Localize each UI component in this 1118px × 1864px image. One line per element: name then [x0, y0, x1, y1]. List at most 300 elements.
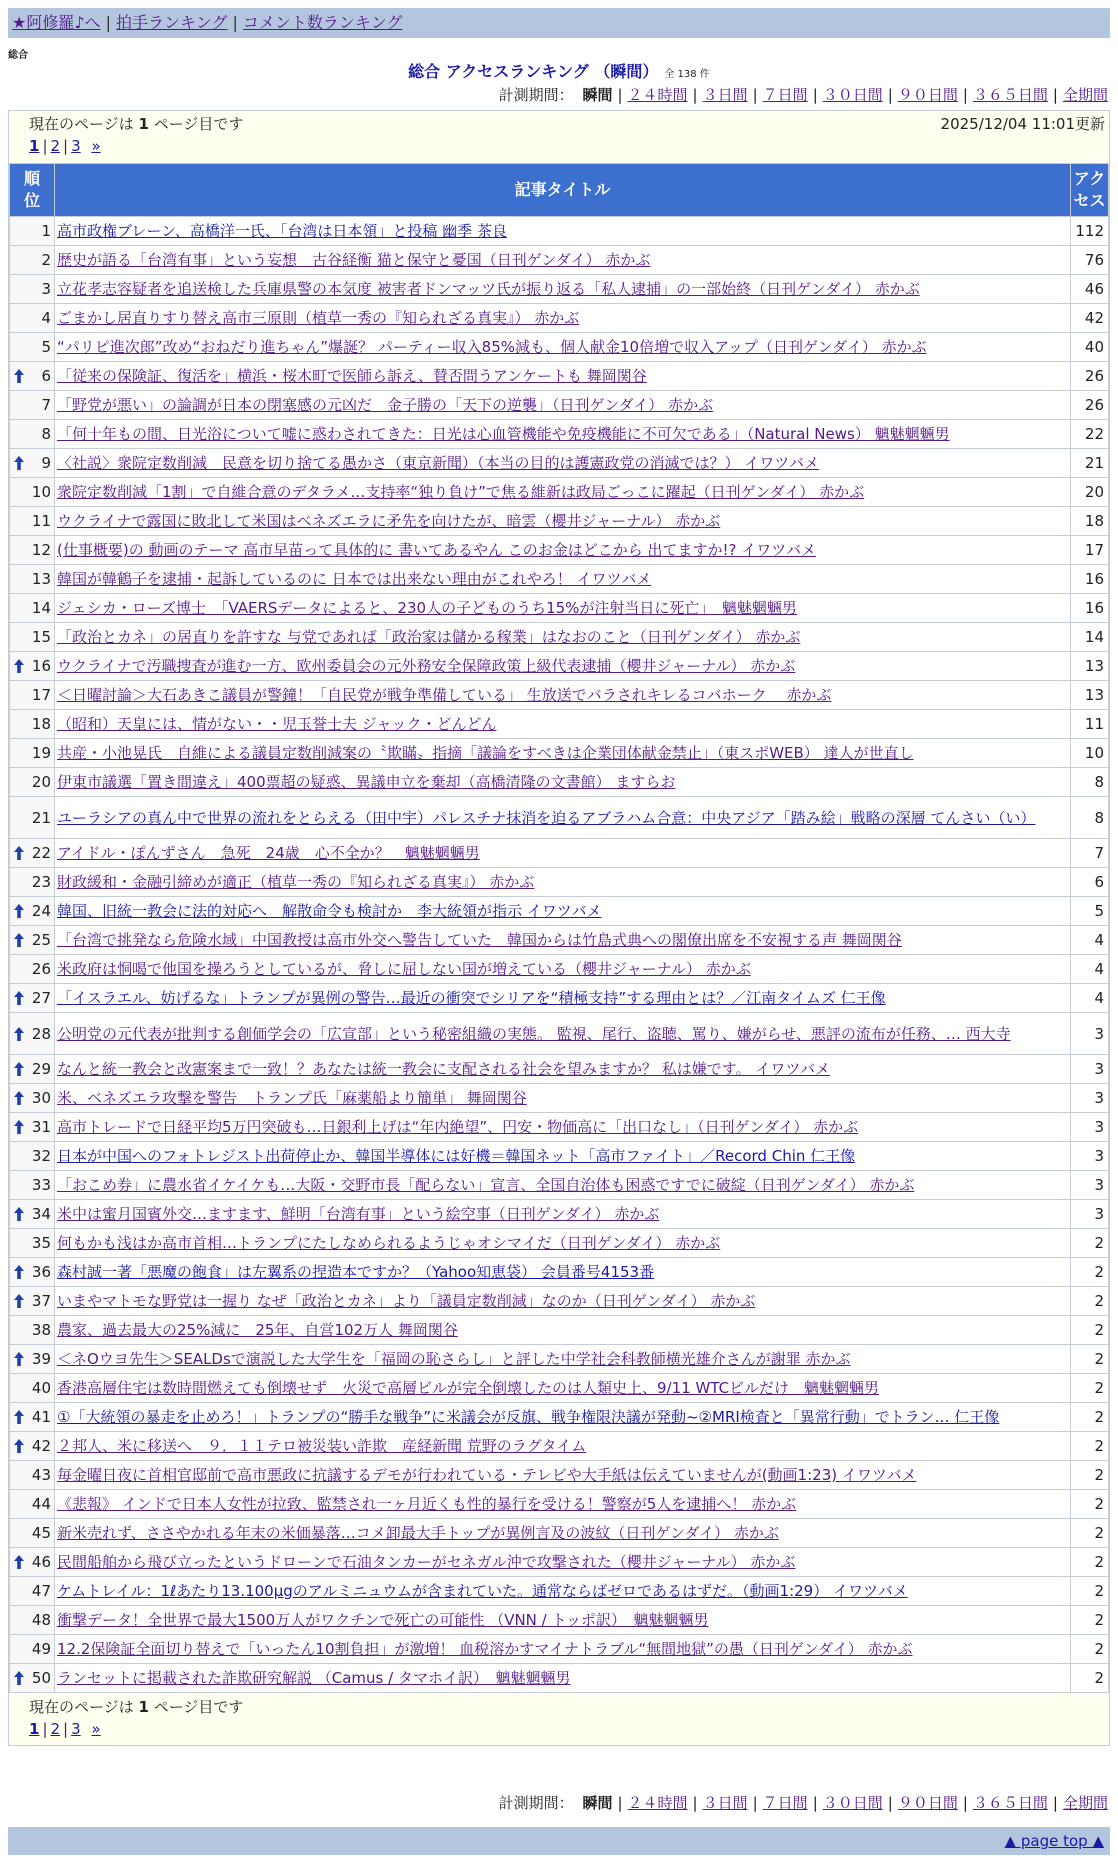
title-cell — [55, 1013, 1071, 1055]
rank-cell — [10, 1519, 55, 1548]
rank-number: 1 — [41, 222, 51, 240]
article-title-link[interactable]: (仕事概要)の 動画のテーマ 高市早苗って具体的に 書いてあるやん このお金はどこから 出てますか!? イワツバメ — [57, 541, 816, 559]
period-label: 計測期間： — [498, 1794, 574, 1812]
title-cell — [55, 420, 1071, 449]
table-row — [10, 275, 1109, 304]
rank-up-arrow-icon — [13, 368, 25, 384]
title-cell — [55, 275, 1071, 304]
access-count: 16 — [1071, 594, 1109, 623]
table-row — [10, 1171, 1109, 1200]
rank-cell — [10, 1432, 55, 1461]
article-title-link[interactable]: ＜ネOウヨ先生＞SEALDsで演説した大学生を「福岡の恥さらし」と評した中学社会科教師横光雄介さんが謝罪 赤かぶ — [57, 1350, 851, 1368]
article-title-link[interactable]: ジェシカ・ローズ博士 「VAERSデータによると、230人の子どものうち15%が注射当日に死亡」 魑魅魍魎男 — [57, 599, 797, 617]
page-1-link[interactable]: 1 — [29, 1720, 40, 1738]
article-title-link[interactable]: 共産・小池晃氏 自維による議員定数削減案の〝欺瞞〟指摘「議論をすべきは企業団体献金禁止」（東スポWEB） 達人が世直し — [57, 744, 914, 762]
access-count: 2 — [1071, 1374, 1109, 1403]
rank-cell — [10, 304, 55, 333]
rank-number: 33 — [31, 1176, 51, 1194]
rank-cell — [10, 926, 55, 955]
article-title-link[interactable]: 民間船舶から飛び立ったというドローンで石油タンカーがセネガル沖で攻撃された（櫻井ジャーナル） 赤かぶ — [57, 1553, 796, 1571]
table-row — [10, 1606, 1109, 1635]
asyura-home-link[interactable]: ★阿修羅♪へ — [12, 13, 101, 32]
rank-cell — [10, 1229, 55, 1258]
article-title-link[interactable]: 衝撃データ！全世界で最大1500万人がワクチンで死亡の可能性 （VNN / トッポ訳） 魑魅魍魎男 — [57, 1611, 709, 1629]
rank-cell — [10, 623, 55, 652]
title-cell — [55, 681, 1071, 710]
table-row — [10, 652, 1109, 681]
access-count: 6 — [1071, 868, 1109, 897]
table-row — [10, 681, 1109, 710]
title-cell — [55, 710, 1071, 739]
title-cell — [55, 362, 1071, 391]
rank-up-arrow-icon — [13, 990, 25, 1006]
access-count: 16 — [1071, 565, 1109, 594]
access-count: 2 — [1071, 1345, 1109, 1374]
article-title-link[interactable]: 新米売れず、ささやかれる年末の米価暴落…コメ卸最大手トップが異例言及の波紋（日刊ゲンダイ） 赤かぶ — [57, 1524, 779, 1542]
period-3d-link[interactable]: ３日間 — [702, 1794, 748, 1812]
rank-up-arrow-icon — [13, 1026, 25, 1042]
clap-ranking-link[interactable]: 拍手ランキング — [115, 13, 228, 32]
title-cell — [55, 1345, 1071, 1374]
rank-number: 15 — [31, 628, 51, 646]
rank-cell — [10, 275, 55, 304]
title-cell — [55, 1374, 1071, 1403]
rank-cell — [10, 652, 55, 681]
article-title-link[interactable]: いまやマトモな野党は一握り なぜ「政治とカネ」より「議員定数削減」なのか（日刊ゲンダイ） 赤かぶ — [57, 1292, 756, 1310]
title-cell — [55, 1403, 1071, 1432]
table-row — [10, 897, 1109, 926]
rank-number: 41 — [31, 1408, 51, 1426]
table-row — [10, 536, 1109, 565]
rank-cell — [10, 768, 55, 797]
rank-up-arrow-icon — [13, 1554, 25, 1570]
title-cell — [55, 1142, 1071, 1171]
period-all-link[interactable]: 全期間 — [1062, 1794, 1108, 1812]
article-title-link[interactable]: 米中は蜜月国賓外交…ますます、鮮明「台湾有事」という絵空事（日刊ゲンダイ） 赤かぶ — [57, 1205, 660, 1223]
table-row — [10, 304, 1109, 333]
article-title-link[interactable]: 高市政権ブレーン、高橋洋一氏、「台湾は日本領」と投稿 幽季 茶良 — [57, 222, 507, 240]
rank-cell — [10, 217, 55, 246]
period-90d-link[interactable]: ９０日間 — [897, 1794, 958, 1812]
article-title-link[interactable]: ＜日曜討論＞大石あきこ議員が警鐘！「自民党が戦争準備している」 生放送でバラされキレるコバホーク 赤かぶ — [57, 686, 832, 704]
title-cell — [55, 1113, 1071, 1142]
article-title-link[interactable]: ウクライナで汚職捜査が進む一方、欧州委員会の元外務安全保障政策上級代表逮捕（櫻井ジャーナル） 赤かぶ — [57, 657, 796, 675]
ranking-table — [9, 163, 1109, 1693]
rank-number: 6 — [41, 367, 51, 385]
table-header-row — [10, 164, 1109, 217]
access-count: 26 — [1071, 391, 1109, 420]
access-count: 17 — [1071, 536, 1109, 565]
page-2-link[interactable]: 2 — [50, 1720, 61, 1738]
title-cell — [55, 1635, 1071, 1664]
rank-cell — [10, 594, 55, 623]
table-row — [10, 710, 1109, 739]
footer-bar — [8, 1827, 1110, 1855]
page-info-text: 現在のページは 1 ページ目です — [29, 115, 244, 133]
title-cell — [55, 652, 1071, 681]
rank-number: 37 — [31, 1292, 51, 1310]
access-count: 2 — [1071, 1635, 1109, 1664]
rank-number: 32 — [31, 1147, 51, 1165]
title-cell — [55, 1577, 1071, 1606]
table-row — [10, 1461, 1109, 1490]
access-count: 11 — [1071, 710, 1109, 739]
period-current: 瞬間 — [582, 86, 613, 104]
rank-number: 44 — [31, 1495, 51, 1513]
rank-cell — [10, 955, 55, 984]
access-count: 2 — [1071, 1229, 1109, 1258]
title-cell — [55, 478, 1071, 507]
ranking-title-block — [8, 61, 1110, 86]
rank-cell — [10, 1171, 55, 1200]
rank-number: 27 — [31, 989, 51, 1007]
table-row — [10, 926, 1109, 955]
access-count: 2 — [1071, 1490, 1109, 1519]
period-7d-link[interactable]: ７日間 — [762, 86, 808, 104]
table-row — [10, 1316, 1109, 1345]
rank-number: 25 — [31, 931, 51, 949]
page-1-link[interactable]: 1 — [29, 137, 40, 155]
page-3-link[interactable]: 3 — [71, 137, 81, 155]
rank-up-arrow-icon — [13, 932, 25, 948]
article-title-link[interactable]: （昭和）天皇には、情がない・・児玉誉士夫 ジャック・どんどん — [57, 715, 497, 733]
title-cell — [55, 507, 1071, 536]
article-title-link[interactable]: “パリピ進次郎”改め“おねだり進ちゃん”爆誕？ パーティー収入85%減も、個人献金10倍増で収入アップ（日刊ゲンダイ） 赤かぶ — [57, 338, 927, 356]
nav-separator: | — [232, 13, 238, 32]
table-row — [10, 217, 1109, 246]
rank-cell — [10, 391, 55, 420]
title-cell — [55, 623, 1071, 652]
rank-cell — [10, 1287, 55, 1316]
period-365d-link[interactable]: ３６５日間 — [972, 1794, 1048, 1812]
page-top-link[interactable]: ▲ page top ▲ — [1004, 1832, 1104, 1850]
rank-number: 34 — [31, 1205, 51, 1223]
article-title-link[interactable]: 米政府は恫喝で他国を操ろうとしているが、脅しに屈しない国が増えている（櫻井ジャーナル） 赤かぶ — [57, 960, 751, 978]
access-count: 40 — [1071, 333, 1109, 362]
rank-number: 4 — [41, 309, 51, 327]
table-row — [10, 1403, 1109, 1432]
table-row — [10, 1287, 1109, 1316]
next-page-link[interactable]: » — [91, 137, 101, 155]
article-title-link[interactable]: 伊東市議選「置き間違え」400票超の疑惑、異議申立を棄却（高橋清隆の文書館） ますらお — [57, 773, 676, 791]
next-page-link[interactable]: » — [91, 1720, 101, 1738]
title-cell — [55, 1519, 1071, 1548]
period-label: 計測期間： — [498, 86, 574, 104]
access-count: 3 — [1071, 1200, 1109, 1229]
article-title-link[interactable]: 何もかも浅はか高市首相…トランプにたしなめられるようじゃオシマイだ（日刊ゲンダイ） 赤かぶ — [57, 1234, 721, 1252]
rank-cell — [10, 478, 55, 507]
article-title-link[interactable]: 衆院定数削減「1割」で自維合意のデタラメ…支持率“独り負け”で焦る維新は政局ごっこに躍起（日刊ゲンダイ） 赤かぶ — [57, 483, 865, 501]
title-cell — [55, 391, 1071, 420]
rank-up-arrow-icon — [13, 1264, 25, 1280]
rank-cell — [10, 681, 55, 710]
access-count: 42 — [1071, 304, 1109, 333]
access-count: 3 — [1071, 1013, 1109, 1055]
article-title-link[interactable]: ごまかし居直りすり替え高市三原則（植草一秀の『知られざる真実』） 赤かぶ — [57, 309, 580, 327]
access-count: 3 — [1071, 1084, 1109, 1113]
table-row — [10, 420, 1109, 449]
table-row — [10, 449, 1109, 478]
article-title-link[interactable]: 森村誠一著「悪魔の飽食」は左翼系の捏造本ですか？（Yahoo知恵袋） 会員番号4153番 — [57, 1263, 655, 1281]
access-count: 2 — [1071, 1664, 1109, 1693]
rank-cell — [10, 1013, 55, 1055]
rank-up-arrow-icon — [13, 1351, 25, 1367]
title-cell — [55, 1490, 1071, 1519]
access-count: 2 — [1071, 1316, 1109, 1345]
title-cell — [55, 926, 1071, 955]
table-row — [10, 1013, 1109, 1055]
table-row — [10, 333, 1109, 362]
rank-number: 20 — [31, 773, 51, 791]
table-row — [10, 391, 1109, 420]
article-title-link[interactable]: 「イスラエル、妨げるな」トランプが異例の警告…最近の衝突でシリアを“積極支持”する理由とは？／江南タイムズ 仁王像 — [57, 989, 886, 1007]
rank-number: 24 — [31, 902, 51, 920]
article-title-link[interactable]: ケムトレイル：1ℓあたり13.100μgのアルミニュウムが含まれていた。通常ならばゼロであるはずだ。（動画1:29） イワツバメ — [57, 1582, 908, 1600]
rank-cell — [10, 1664, 55, 1693]
top-nav-bar — [8, 8, 1110, 38]
article-title-link[interactable]: 立花孝志容疑者を追送検した兵庫県警の本気度 被害者ドンマッツ氏が振り返る「私人逮捕」の一部始終（日刊ゲンダイ） 赤かぶ — [57, 280, 920, 298]
rank-number: 21 — [31, 808, 51, 827]
rank-number: 39 — [31, 1350, 51, 1368]
title-cell — [55, 1229, 1071, 1258]
rank-cell — [10, 1258, 55, 1287]
rank-up-arrow-icon — [13, 845, 25, 861]
rank-cell — [10, 246, 55, 275]
rank-cell — [10, 333, 55, 362]
rank-number: 36 — [31, 1263, 51, 1281]
access-count: 46 — [1071, 275, 1109, 304]
article-title-link[interactable]: 「従来の保険証、復活を」横浜・桜木町で医師ら訴え、賛否問うアンケートも 舞岡関谷 — [57, 367, 647, 385]
title-cell — [55, 536, 1071, 565]
title-cell — [55, 768, 1071, 797]
rank-cell — [10, 362, 55, 391]
page-2-link[interactable]: 2 — [50, 137, 61, 155]
table-row — [10, 565, 1109, 594]
nav-separator: | — [105, 13, 111, 32]
rank-number: 49 — [31, 1640, 51, 1658]
rank-number: 11 — [31, 512, 51, 530]
article-title-link[interactable]: 公明党の元代表が批判する創価学会の「広宣部」という秘密組織の実態。 監視、尾行、盗聴、罵り、嫌がらせ、悪評の流布が任務、… 西大寺 — [57, 1024, 1011, 1043]
table-row — [10, 1200, 1109, 1229]
rank-cell — [10, 1084, 55, 1113]
article-title-link[interactable]: 「何十年もの間、日光浴について嘘に惑わされてきた：日光は心血管機能や免疫機能に不可欠である」（Natural News） 魑魅魍魎男 — [57, 425, 950, 443]
section-tag: 総合 — [8, 50, 28, 61]
title-cell — [55, 1461, 1071, 1490]
title-cell — [55, 1171, 1071, 1200]
rank-number: 17 — [31, 686, 51, 704]
article-title-link[interactable]: 韓国、旧統一教会に法的対応へ 解散命令も検討か 李大統領が指示 イワツバメ — [57, 902, 602, 920]
access-count: 21 — [1071, 449, 1109, 478]
period-24h-link[interactable]: ２４時間 — [627, 1794, 688, 1812]
rank-number: 13 — [31, 570, 51, 588]
table-row — [10, 984, 1109, 1013]
article-title-link[interactable]: 韓国が韓鶴子を逮捕・起訴しているのに 日本では出来ない理由がこれやろ！ イワツバメ — [57, 570, 652, 588]
article-title-link[interactable]: 12.2保険証全面切り替えで「いったん10割負担」が激増！ 血税溶かすマイナトラブル“無間地獄”の愚（日刊ゲンダイ） 赤かぶ — [57, 1640, 913, 1658]
access-count: 2 — [1071, 1403, 1109, 1432]
page-info-top — [9, 111, 1109, 163]
rank-number: 47 — [31, 1582, 51, 1600]
rank-up-arrow-icon — [13, 903, 25, 919]
title-cell — [55, 797, 1071, 839]
article-title-link[interactable]: ユーラシアの真ん中で世界の流れをとらえる（田中宇）パレスチナ抹消を迫るアブラハム合意：中央アジア「踏み絵」戦略の深層 てんさい（い） — [57, 808, 1036, 827]
rank-cell — [10, 868, 55, 897]
access-count: 4 — [1071, 984, 1109, 1013]
table-row — [10, 1345, 1109, 1374]
rank-cell — [10, 797, 55, 839]
rank-number: 42 — [31, 1437, 51, 1455]
rank-cell — [10, 1461, 55, 1490]
article-title-link[interactable]: 農家、過去最大の25%減に 25年、自営102万人 舞岡関谷 — [57, 1321, 458, 1339]
period-30d-link[interactable]: ３０日間 — [822, 1794, 883, 1812]
rank-number: 12 — [31, 541, 51, 559]
rank-number: 50 — [31, 1669, 51, 1687]
rank-number: 48 — [31, 1611, 51, 1629]
article-title-link[interactable]: 「おこめ券」に農水省イケイケも…大阪・交野市長「配らない」宣言、全国自治体も困惑ですでに破綻（日刊ゲンダイ） 赤かぶ — [57, 1176, 915, 1194]
period-365d-link[interactable]: ３６５日間 — [972, 86, 1048, 104]
rank-cell — [10, 1345, 55, 1374]
ranking-title: 総合 アクセスランキング （瞬間） — [408, 62, 659, 81]
rank-number: 16 — [31, 657, 51, 675]
access-count: 8 — [1071, 797, 1109, 839]
page-info-bottom — [9, 1693, 1109, 1745]
access-count: 8 — [1071, 768, 1109, 797]
rank-up-arrow-icon — [13, 1061, 25, 1077]
access-count: 13 — [1071, 652, 1109, 681]
period-all-link[interactable]: 全期間 — [1062, 86, 1108, 104]
table-row — [10, 768, 1109, 797]
title-cell — [55, 1258, 1071, 1287]
table-row — [10, 478, 1109, 507]
access-count: 3 — [1071, 1171, 1109, 1200]
rank-number: 10 — [31, 483, 51, 501]
table-row — [10, 1577, 1109, 1606]
period-30d-link[interactable]: ３０日間 — [822, 86, 883, 104]
rank-number: 8 — [41, 425, 51, 443]
access-count: 20 — [1071, 478, 1109, 507]
rank-number: 19 — [31, 744, 51, 762]
period-3d-link[interactable]: ３日間 — [702, 86, 748, 104]
period-24h-link[interactable]: ２４時間 — [627, 86, 688, 104]
access-count: 14 — [1071, 623, 1109, 652]
rank-number: 29 — [31, 1060, 51, 1078]
article-title-link[interactable]: ①「大統領の暴走を止めろ！」トランプの“勝手な戦争”に米議会が反旗、戦争権限決議が発動~②MRI検査と「異常行動」でトラン… 仁王像 — [57, 1408, 1000, 1426]
rank-number: 46 — [31, 1553, 51, 1571]
rank-number: 9 — [41, 454, 51, 472]
comment-ranking-link[interactable]: コメント数ランキング — [242, 13, 403, 32]
article-title-link[interactable]: 《悲報》 インドで日本人女性が拉致、監禁され一ヶ月近くも性的暴行を受ける！警察が5人を逮捕へ！ 赤かぶ — [57, 1495, 797, 1513]
title-cell — [55, 739, 1071, 768]
article-title-link[interactable]: 財政緩和・金融引締めが適正（植草一秀の『知られざる真実』） 赤かぶ — [57, 873, 535, 891]
table-row — [10, 507, 1109, 536]
title-cell — [55, 304, 1071, 333]
rank-up-arrow-icon — [13, 1670, 25, 1686]
rank-cell — [10, 507, 55, 536]
article-title-link[interactable]: 「政治とカネ」の居直りを許すな 与党であれば「政治家は儲かる稼業」はなおのこと（日刊ゲンダイ） 赤かぶ — [57, 628, 801, 646]
title-cell — [55, 1664, 1071, 1693]
rank-cell — [10, 565, 55, 594]
article-title-link[interactable]: 米、ベネズエラ攻撃を警告 トランプ氏「麻薬船より簡単」 舞岡関谷 — [57, 1089, 527, 1107]
access-count: 5 — [1071, 897, 1109, 926]
rank-number: 35 — [31, 1234, 51, 1252]
article-title-link[interactable]: 〈社説〉衆院定数削減 民意を切り捨てる愚かさ（東京新聞）（本当の目的は護憲政党の消滅では？） イワツバメ — [57, 454, 819, 472]
access-count: 2 — [1071, 1577, 1109, 1606]
title-cell — [55, 1606, 1071, 1635]
rank-number: 31 — [31, 1118, 51, 1136]
rank-number: 22 — [31, 844, 51, 862]
period-90d-link[interactable]: ９０日間 — [897, 86, 958, 104]
rank-number: 28 — [31, 1024, 51, 1043]
table-row — [10, 839, 1109, 868]
title-cell — [55, 1548, 1071, 1577]
table-row — [10, 1519, 1109, 1548]
article-title-link[interactable]: 「台湾で挑発なら危険水域」中国教授は高市外交へ警告していた 韓国からは竹島式典への閣僚出席を不安視する声 舞岡関谷 — [57, 931, 902, 949]
article-title-link[interactable]: なんと統一教会と改憲案まで一致！？あなたは統一教会に支配される社会を望みますか？ 私は嫌です。 イワツバメ — [57, 1060, 831, 1078]
table-row — [10, 246, 1109, 275]
title-cell — [55, 1316, 1071, 1345]
table-row — [10, 1548, 1109, 1577]
title-cell — [55, 565, 1071, 594]
article-title-link[interactable]: アイドル・ぽんずさん 急死 24歳 心不全か？ 魑魅魍魎男 — [57, 844, 480, 862]
article-title-link[interactable]: 歴史が語る「台湾有事」という妄想 古谷経衡 猫と保守と憂国（日刊ゲンダイ） 赤かぶ — [57, 251, 651, 269]
table-row — [10, 594, 1109, 623]
article-title-link[interactable]: ランセットに掲載された詐欺研究解説 （Camus / タマホイ訳） 魑魅魍魎男 — [57, 1669, 571, 1687]
period-current: 瞬間 — [582, 1794, 613, 1812]
table-row — [10, 797, 1109, 839]
rank-cell — [10, 536, 55, 565]
rank-number: 3 — [41, 280, 51, 298]
access-count: 22 — [1071, 420, 1109, 449]
access-count: 3 — [1071, 1142, 1109, 1171]
title-cell — [55, 1287, 1071, 1316]
title-cell — [55, 868, 1071, 897]
article-title-link[interactable]: 毎金曜日夜に首相官邸前で高市悪政に抗議するデモが行われている・テレビや大手紙は伝えていませんが(動画1:23) イワツバメ — [57, 1466, 917, 1484]
table-row — [10, 362, 1109, 391]
rank-number: 14 — [31, 599, 51, 617]
table-row — [10, 623, 1109, 652]
article-title-link[interactable]: 高市トレードで日経平均5万円突破も…日銀利上げは“年内絶望”、円安・物価高に「出口なし」（日刊ゲンダイ） 赤かぶ — [57, 1118, 859, 1136]
rank-up-arrow-icon — [13, 1409, 25, 1425]
table-row — [10, 1374, 1109, 1403]
article-title-link[interactable]: 日本が中国へのフォトレジスト出荷停止か、韓国半導体には好機＝韓国ネット「高市ファイト」／Record Chin 仁王像 — [57, 1147, 856, 1165]
period-selector-bottom: 計測期間： 瞬間 | ２４時間 | ３日間 | ７日間 | ３０日間 | ９０日間 | ３６５日間 | 全期間 — [498, 1794, 1108, 1812]
rank-number: 43 — [31, 1466, 51, 1484]
table-row — [10, 1258, 1109, 1287]
table-row — [10, 1055, 1109, 1084]
rank-cell — [10, 1142, 55, 1171]
rank-number: 26 — [31, 960, 51, 978]
access-count: 2 — [1071, 1606, 1109, 1635]
access-count: 112 — [1071, 217, 1109, 246]
access-count: 2 — [1071, 1432, 1109, 1461]
page-3-link[interactable]: 3 — [71, 1720, 81, 1738]
article-title-link[interactable]: 香港高層住宅は数時間燃えても倒壊せず 火災で高層ビルが完全倒壊したのは人類史上、9/11 WTCビルだけ 魑魅魍魎男 — [57, 1379, 880, 1397]
title-cell — [55, 897, 1071, 926]
article-title-link[interactable]: 「野党が悪い」の論調が日本の閉塞感の元凶だ 金子勝の「天下の逆襲」（日刊ゲンダイ） 赤かぶ — [57, 396, 714, 414]
title-cell — [55, 984, 1071, 1013]
article-title-link[interactable]: ２邦人、米に移送へ ９．１１テロ被災装い詐欺 産経新聞 荒野のラグタイム — [57, 1437, 587, 1455]
table-row — [10, 1432, 1109, 1461]
rank-cell — [10, 1403, 55, 1432]
access-count: 13 — [1071, 681, 1109, 710]
col-header-access: アクセス — [1071, 164, 1109, 217]
access-count: 2 — [1071, 1258, 1109, 1287]
rank-cell — [10, 1490, 55, 1519]
table-row — [10, 1229, 1109, 1258]
period-7d-link[interactable]: ７日間 — [762, 1794, 808, 1812]
article-title-link[interactable]: ウクライナで露国に敗北して米国はベネズエラに矛先を向けたが、暗雲（櫻井ジャーナル） 赤かぶ — [57, 512, 721, 530]
rank-number: 30 — [31, 1089, 51, 1107]
rank-up-arrow-icon — [13, 1090, 25, 1106]
